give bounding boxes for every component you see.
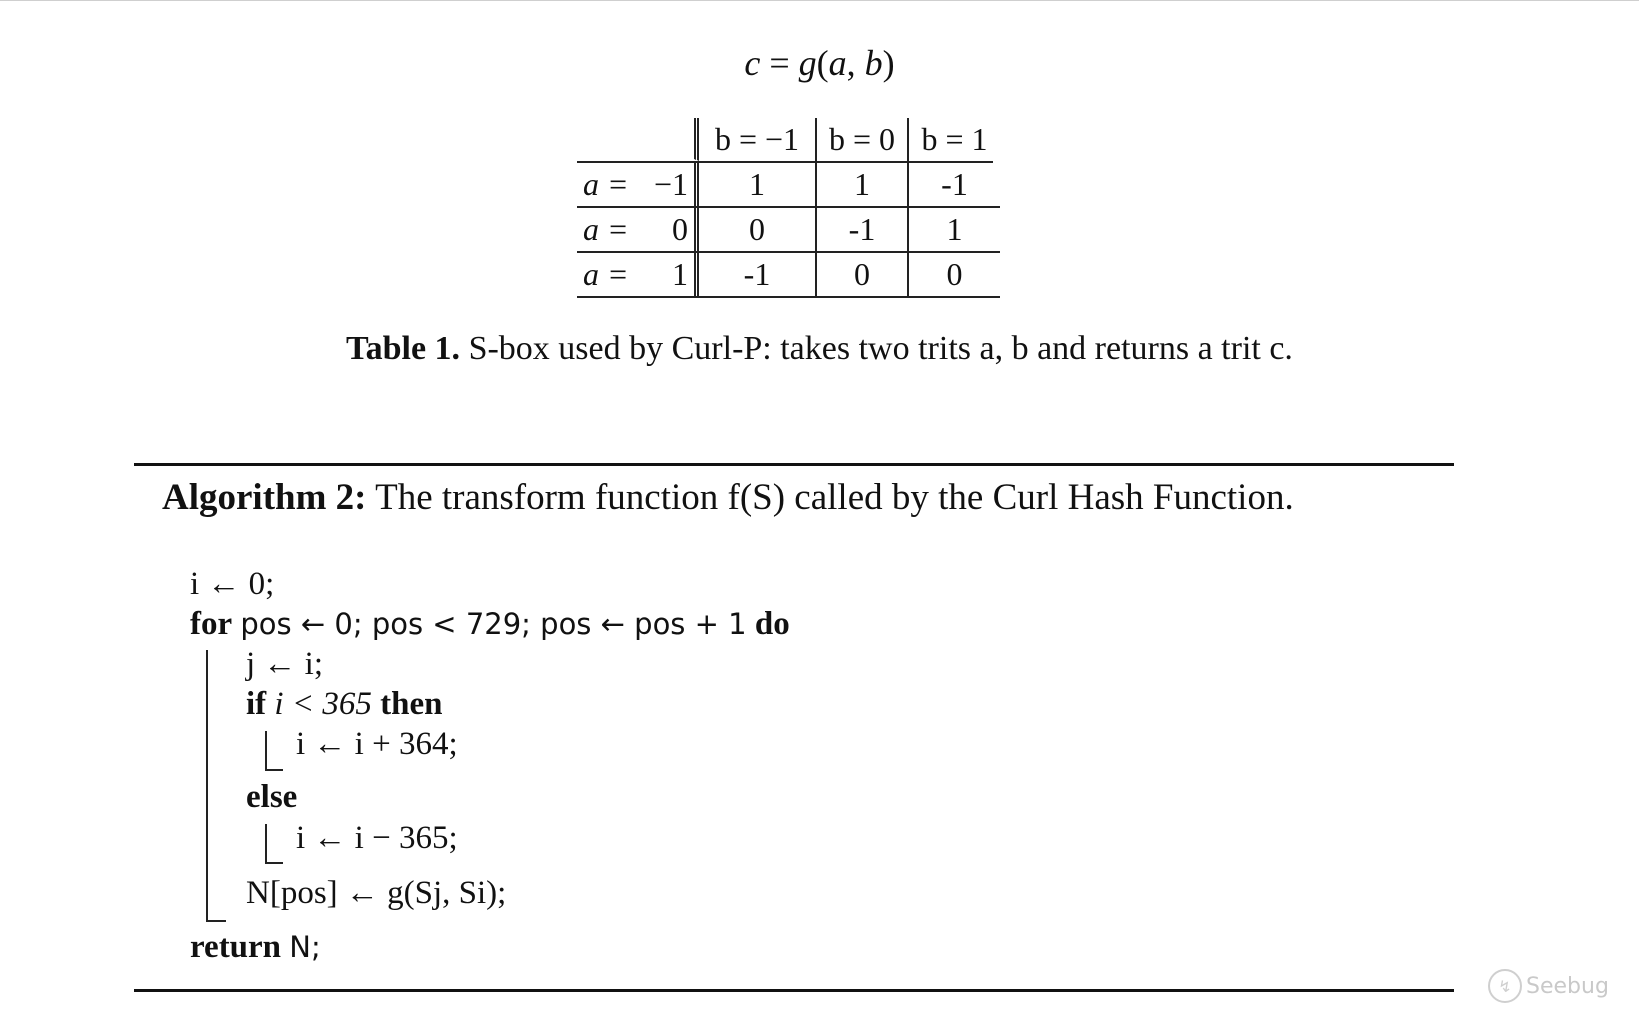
watermark bbox=[1488, 969, 1609, 1003]
line-return bbox=[190, 929, 321, 966]
then-block-bar bbox=[265, 731, 267, 771]
keyword-do: do bbox=[754, 606, 790, 642]
algorithm-label: Algorithm 2: bbox=[162, 477, 367, 518]
keyword-else: else bbox=[246, 779, 298, 815]
if-condition: i < 365 bbox=[274, 686, 372, 722]
table-cell: 1 bbox=[817, 163, 909, 206]
table-cell: 0 bbox=[699, 208, 817, 251]
caption-text: S-box used by Curl-P: takes two trits a, b and returns a trit c. bbox=[468, 330, 1293, 367]
keyword-for: for bbox=[190, 606, 233, 642]
sbox-table bbox=[577, 118, 1000, 298]
table-row bbox=[577, 253, 1000, 298]
row-header: a = 1 bbox=[577, 253, 699, 296]
algorithm-block bbox=[134, 463, 1454, 992]
seebug-logo-icon: ↯ bbox=[1488, 969, 1522, 1003]
column-header: b = 1 bbox=[921, 121, 988, 157]
row-header: a = −1 bbox=[577, 163, 699, 206]
watermark-text: Seebug bbox=[1526, 973, 1609, 999]
table-header-row bbox=[577, 118, 1000, 161]
table-row bbox=[577, 163, 1000, 208]
line-init: i ← 0; bbox=[190, 566, 275, 602]
table-cell: -1 bbox=[941, 166, 968, 202]
line-n-assign: N[pos] ← g(Sj, Si); bbox=[246, 875, 507, 911]
row-header: a = 0 bbox=[577, 208, 699, 251]
equation: c = g(a, b) bbox=[744, 43, 895, 83]
keyword-return: return bbox=[190, 929, 282, 965]
keyword-if: if bbox=[246, 686, 267, 722]
for-body: pos ← 0; pos < 729; pos ← pos + 1 bbox=[240, 607, 747, 641]
for-block-foot bbox=[206, 920, 226, 922]
column-header: b = −1 bbox=[699, 118, 817, 161]
line-assign-j: j ← i; bbox=[246, 646, 324, 682]
else-block-foot bbox=[265, 862, 283, 864]
return-value: N; bbox=[289, 930, 321, 964]
line-if bbox=[246, 686, 442, 723]
else-block-bar bbox=[265, 824, 267, 864]
top-divider bbox=[0, 0, 1639, 1]
table-cell: 1 bbox=[946, 211, 963, 247]
table-row bbox=[577, 208, 1000, 253]
line-then-body: i ← i + 364; bbox=[296, 726, 458, 762]
table-cell: 0 bbox=[946, 256, 963, 292]
algorithm-title-text: The transform function f(S) called by the Curl Hash Function. bbox=[375, 477, 1294, 518]
table-cell: 1 bbox=[699, 163, 817, 206]
line-for bbox=[190, 606, 790, 643]
caption-label: Table 1. bbox=[346, 330, 461, 367]
table-cell: 0 bbox=[817, 253, 909, 296]
column-header: b = 0 bbox=[817, 118, 909, 161]
corner-cell bbox=[577, 118, 699, 161]
for-block-bar bbox=[206, 650, 208, 922]
then-block-foot bbox=[265, 769, 283, 771]
algorithm-title bbox=[162, 474, 1422, 521]
keyword-then: then bbox=[380, 686, 443, 722]
table-caption bbox=[0, 330, 1639, 368]
table-cell: -1 bbox=[699, 253, 817, 296]
line-else-body: i ← i − 365; bbox=[296, 820, 458, 856]
table-cell: -1 bbox=[817, 208, 909, 251]
